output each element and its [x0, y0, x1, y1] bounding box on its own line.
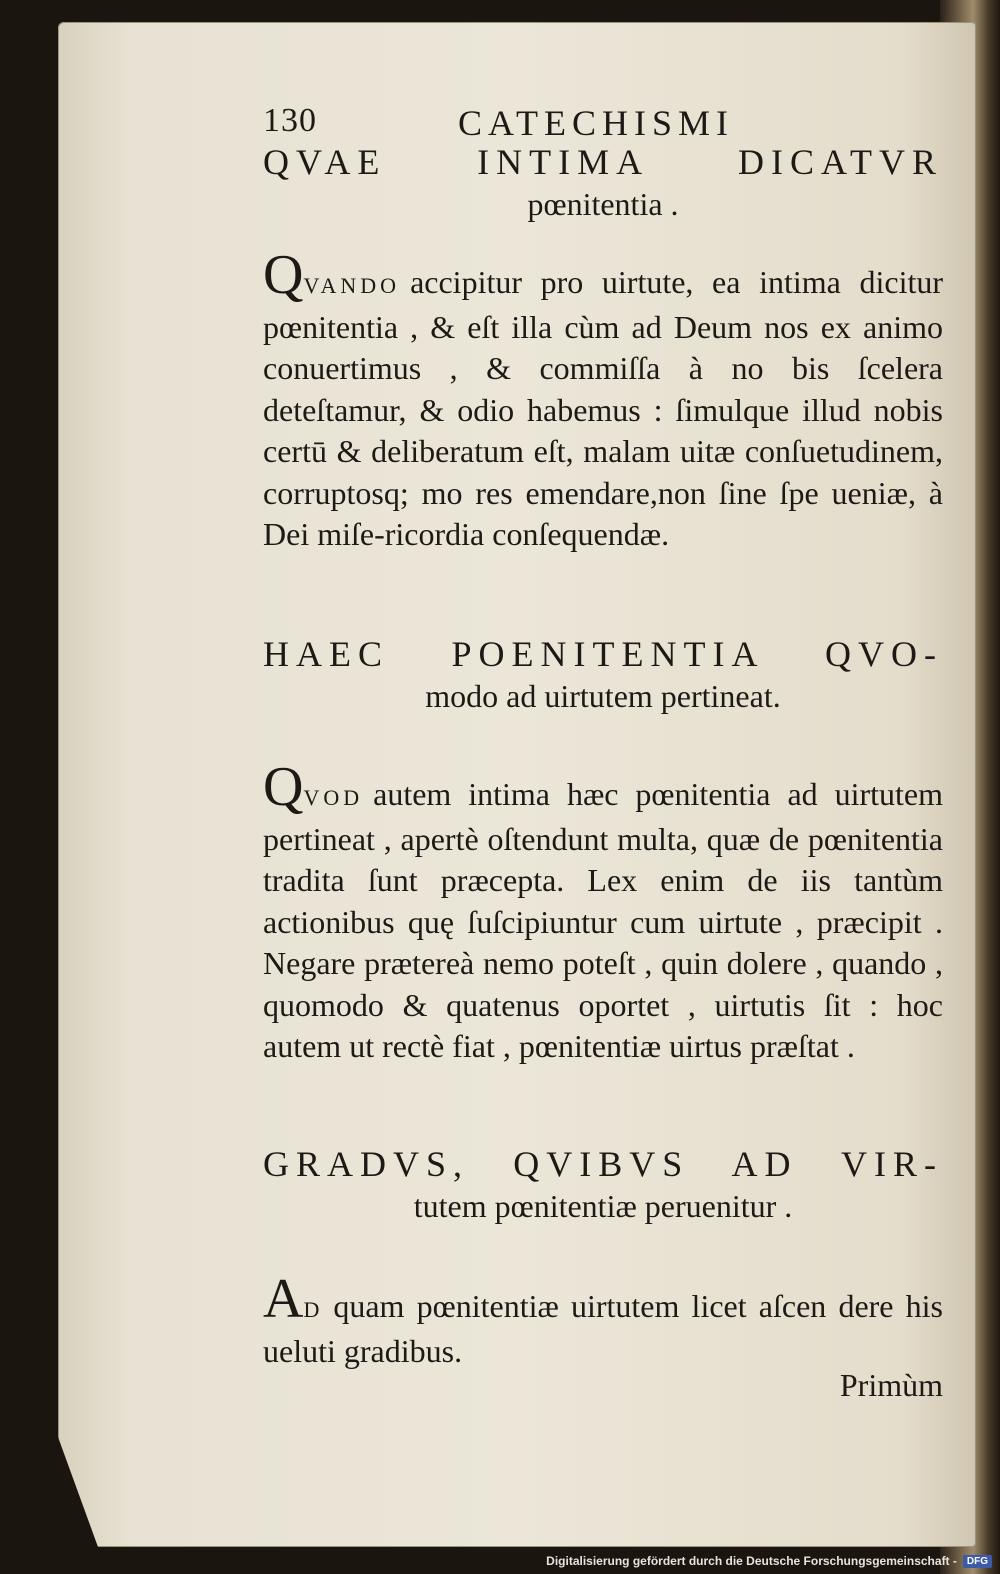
drop-initial: Q [263, 756, 304, 818]
running-head [263, 102, 943, 142]
drop-initial: Q [263, 244, 304, 306]
section-heading [263, 632, 943, 716]
footer-text: Digitalisierung gefördert durch die Deutsche Forschungsgemeinschaft - [546, 1554, 957, 1568]
section-heading-caps: QVAE INTIMA DICATVR [263, 142, 943, 182]
drop-initial: A [263, 1268, 304, 1330]
paragraph-text: accipitur pro uirtute, ea intima dicitur pœnitentia , & eſt illa cùm ad Deum nos ex animo conuertimus , & commiſſa à no bis ſcelera deteſtamur, & odio habemus : ſimulque illud nobis certū & deliberatum eſt, malam uitæ conſuetudinem, corruptosq; mo res emendare,non ſine ſpe ueniæ, à Dei miſe-ricordia conſequendæ. [263, 264, 943, 552]
paragraph-text: quam pœnitentiæ uirtutem licet aſcen dere his ueluti gradibus. [263, 1288, 943, 1369]
section-heading [263, 1142, 943, 1226]
section-heading-caps: HAEC POENITENTIA QVO- [263, 634, 943, 674]
book-page [58, 22, 976, 1547]
section-paragraph [263, 244, 943, 556]
section-heading-continuation: pœnitentia . [527, 186, 679, 222]
section-heading-continuation: tutem pœnitentiæ peruenitur . [413, 1188, 793, 1224]
digitization-footer [546, 1552, 992, 1570]
initial-word-smallcaps: D [303, 1297, 324, 1322]
paragraph-text: autem intima hæc pœnitentia ad uirtutem pertineat , apertè oſtendunt multa, quæ de pœnitentia tradita ſunt præcepta. Lex enim de iis tantùm actionibus quę ſuſcipiuntur cum uirtute , præcipit . Negare prætereà nemo poteſt , quin dolere , quando , quomodo & quatenus oportet , uirtutis ſit : hoc autem ut rectè fiat , pœnitentiæ uirtus præſtat . [263, 776, 943, 1064]
section-paragraph [263, 756, 943, 1068]
section-heading-caps: GRADVS, QVIBVS AD VIR- [263, 1144, 943, 1184]
running-title: CATECHISMI [458, 103, 735, 143]
section-paragraph [263, 1268, 943, 1372]
section-heading-continuation: modo ad uirtutem pertineat. [425, 678, 781, 714]
catchword: Primùm [839, 1367, 943, 1403]
initial-word-smallcaps: VANDO [303, 273, 401, 298]
dfg-logo: DFG [963, 1555, 992, 1568]
section-heading [263, 140, 943, 224]
page-corner-shadow [58, 1437, 98, 1547]
page-number: 130 [263, 102, 317, 139]
initial-word-smallcaps: VOD [303, 785, 364, 810]
